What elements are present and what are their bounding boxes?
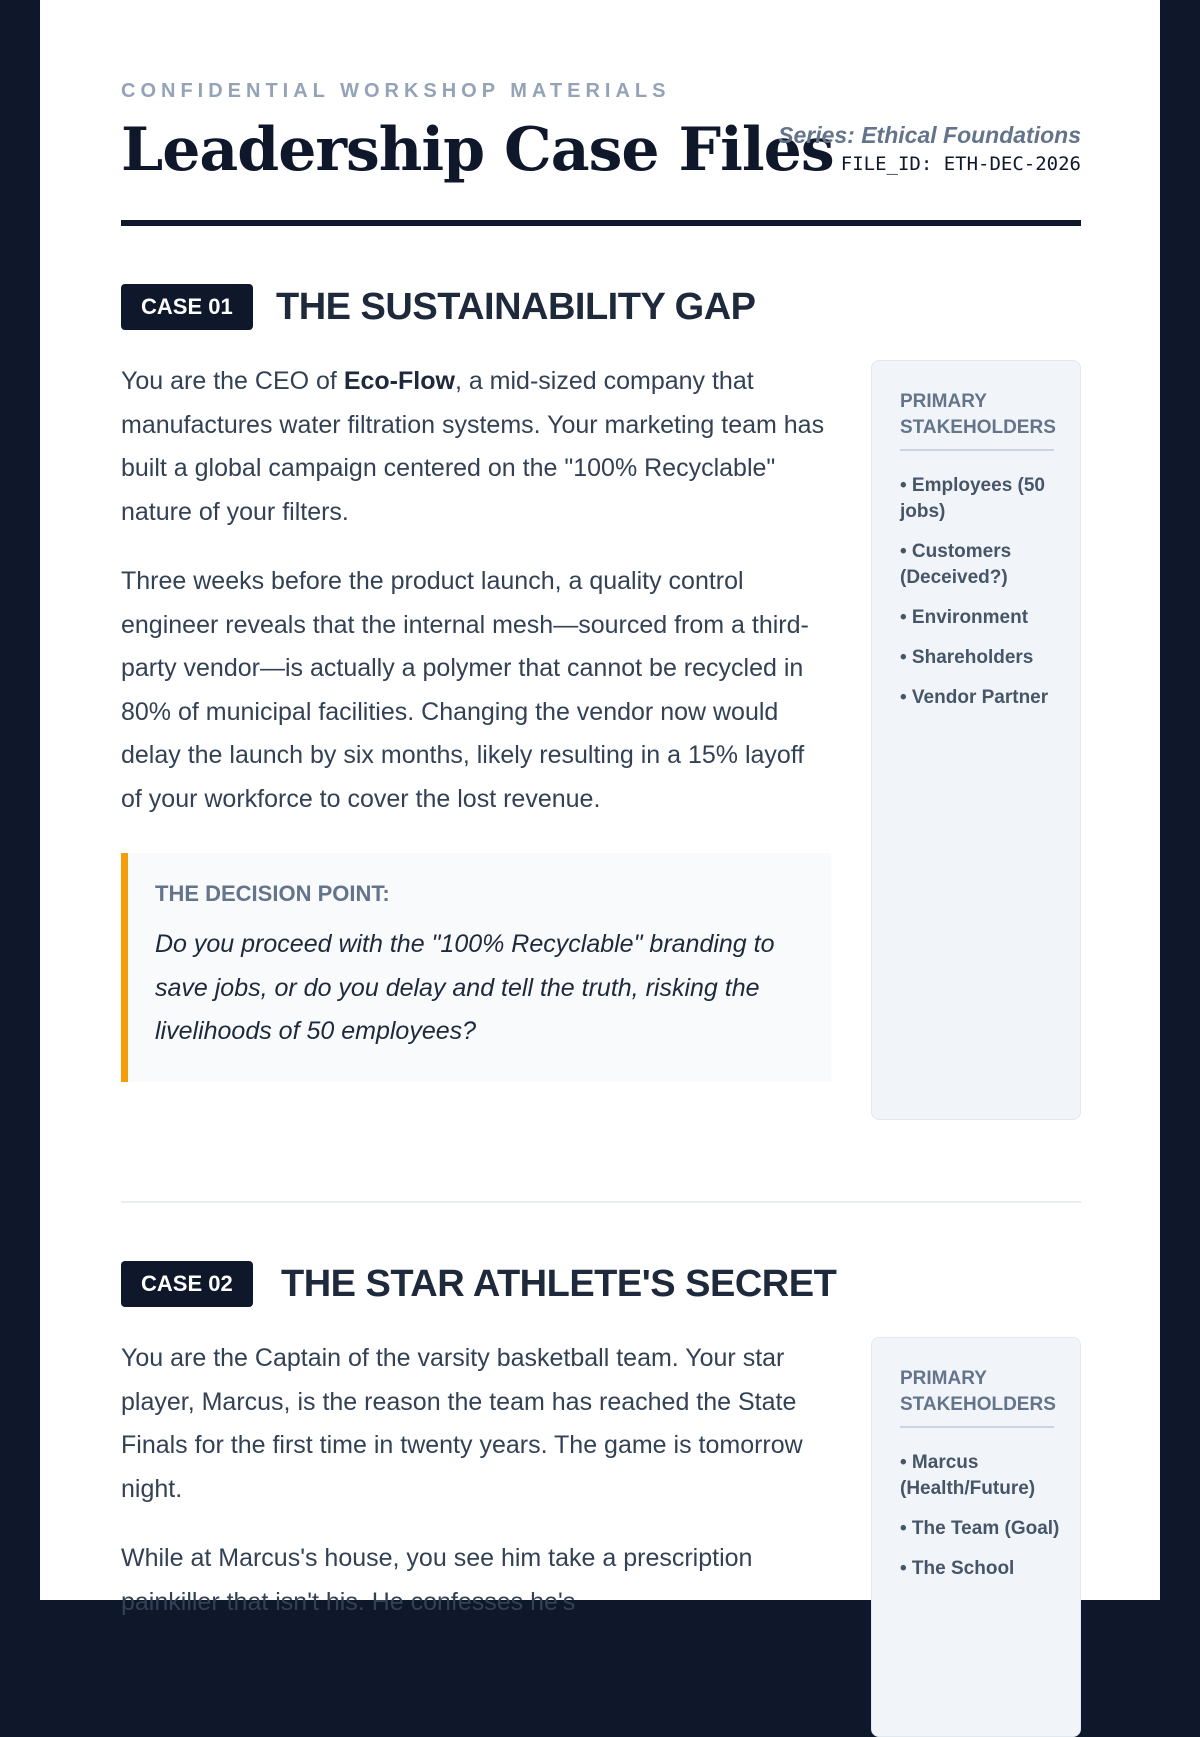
stakeholder-item: • Employees (50 jobs) xyxy=(900,475,1045,522)
case-title: THE SUSTAINABILITY GAP xyxy=(276,286,756,328)
case-body xyxy=(121,360,831,1082)
case-divider xyxy=(121,1201,1081,1203)
decision-question: Do you proceed with the "100% Recyclable" branding to save jobs, or do you delay and tell the truth, risking the livelihoods of 50 employees? xyxy=(155,930,775,1045)
case-header xyxy=(121,284,1081,332)
case-paragraph xyxy=(121,360,831,534)
eyebrow-label: CONFIDENTIAL WORKSHOP MATERIALS xyxy=(121,80,671,102)
stakeholders-title: PRIMARY STAKEHOLDERS xyxy=(900,1366,1054,1428)
stakeholders-title: PRIMARY STAKEHOLDERS xyxy=(900,389,1054,451)
case-title: THE STAR ATHLETE'S SECRET xyxy=(281,1263,837,1305)
stakeholder-item: • Environment xyxy=(900,607,1029,628)
stakeholders-panel xyxy=(871,1337,1081,1737)
decision-label: THE DECISION POINT: xyxy=(155,881,390,906)
case-paragraph: You are the Captain of the varsity basketball team. Your star player, Marcus, is the reason the team has reached the State Finals for the first time in twenty years. The game is tomorrow night. xyxy=(121,1344,803,1503)
decision-point xyxy=(121,853,831,1082)
stakeholder-item: • Vendor Partner xyxy=(900,687,1049,708)
case-badge: CASE 01 xyxy=(121,284,253,330)
case-badge: CASE 02 xyxy=(121,1261,253,1307)
file-id: FILE_ID: ETH-DEC-2026 xyxy=(840,153,1081,175)
stakeholder-item: • The Team (Goal) xyxy=(900,1518,1060,1539)
series-label: Series: Ethical Foundations xyxy=(778,122,1081,148)
company-name: Eco-Flow xyxy=(343,367,455,395)
header-divider xyxy=(121,220,1081,226)
page-title: Leadership Case Files xyxy=(121,115,834,185)
case-01 xyxy=(121,284,1081,1045)
case-02 xyxy=(121,1261,1081,1616)
case-text: , a mid-sized company that manufactures water filtration systems. Your marketing team has built a global campaign centered on the "100% Recyclable" nature of your filters. xyxy=(121,367,825,526)
case-header xyxy=(121,1261,1081,1309)
stakeholders-panel xyxy=(871,360,1081,1120)
stakeholder-item: • Marcus (Health/Future) xyxy=(900,1452,1036,1499)
case-paragraph: While at Marcus's house, you see him take a prescription painkiller that isn't his. He confesses he's xyxy=(121,1544,753,1616)
stakeholder-item: • The School xyxy=(900,1558,1015,1579)
case-paragraph: Three weeks before the product launch, a quality control engineer reveals that the internal mesh—sourced from a third-party vendor—is actually a polymer that cannot be recycled in 80% of municipal facilities. Changing the vendor now would delay the launch by six months, likely resulting in a 15% layoff of your workforce to cover the lost revenue. xyxy=(121,567,809,813)
case-files-page xyxy=(40,0,1160,1616)
stakeholder-item: • Customers (Deceived?) xyxy=(900,541,1012,588)
case-text: You are the CEO of xyxy=(121,367,344,395)
stakeholder-item: • Shareholders xyxy=(900,647,1034,668)
case-body xyxy=(121,1337,831,1650)
